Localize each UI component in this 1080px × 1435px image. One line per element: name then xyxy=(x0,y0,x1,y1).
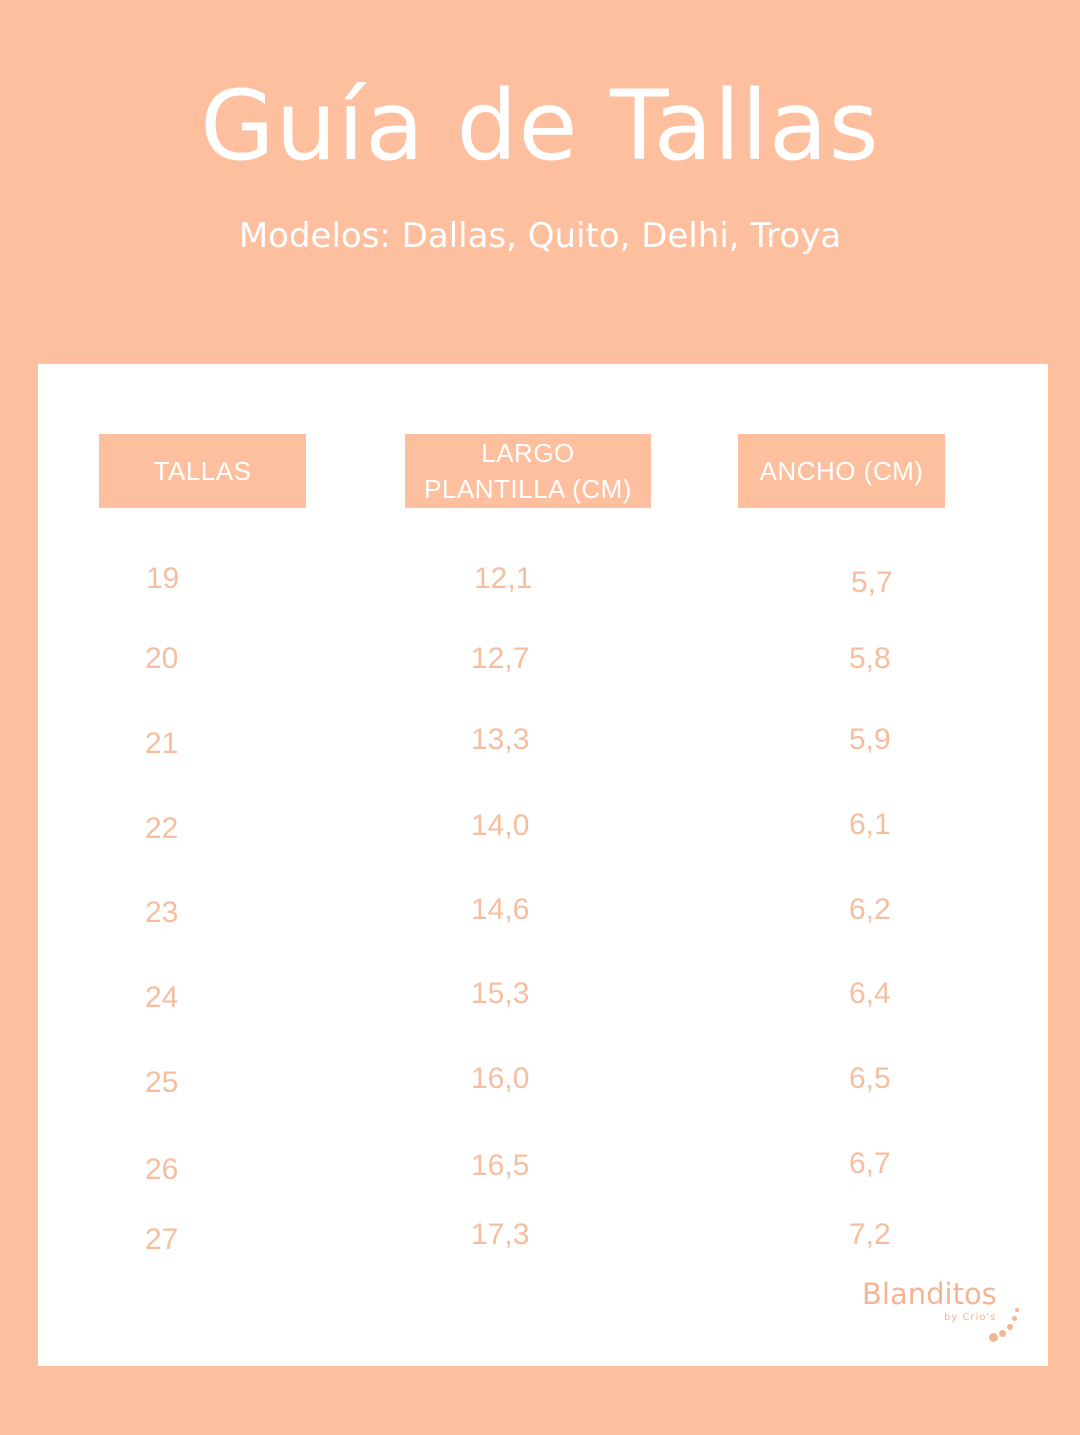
cell-talla: 26 xyxy=(145,1153,179,1186)
column-header-ancho: ANCHO (CM) xyxy=(738,434,945,508)
column-header-largo-line1: LARGO xyxy=(481,438,575,468)
cell-largo: 16,5 xyxy=(471,1149,530,1182)
cell-talla: 23 xyxy=(145,896,179,929)
cell-talla: 24 xyxy=(145,981,179,1014)
cell-ancho: 6,7 xyxy=(849,1147,891,1180)
cell-talla: 19 xyxy=(146,562,180,595)
column-header-tallas: TALLAS xyxy=(99,434,306,508)
cell-largo: 13,3 xyxy=(471,723,530,756)
cell-ancho: 5,8 xyxy=(849,642,891,675)
cell-ancho: 6,5 xyxy=(849,1062,891,1095)
cell-talla: 21 xyxy=(145,727,179,760)
cell-talla: 25 xyxy=(145,1066,179,1099)
cell-ancho: 5,9 xyxy=(849,723,891,756)
cell-largo: 12,7 xyxy=(471,642,530,675)
cell-largo: 14,0 xyxy=(471,809,530,842)
cell-ancho: 5,7 xyxy=(851,566,893,599)
brand-tagline: by Crio's xyxy=(944,1312,997,1323)
cell-ancho: 6,4 xyxy=(849,977,891,1010)
cell-talla: 22 xyxy=(145,812,179,845)
cell-talla: 20 xyxy=(145,642,179,675)
column-header-largo xyxy=(405,434,651,508)
cell-talla: 27 xyxy=(145,1223,179,1256)
size-table-card xyxy=(38,364,1048,1366)
page-title: Guía de Tallas xyxy=(200,70,880,182)
cell-largo: 12,1 xyxy=(474,562,533,595)
cell-largo: 16,0 xyxy=(471,1062,530,1095)
cell-ancho: 7,2 xyxy=(849,1218,891,1251)
cell-largo: 15,3 xyxy=(471,977,530,1010)
cell-ancho: 6,2 xyxy=(849,893,891,926)
cell-largo: 17,3 xyxy=(471,1218,530,1251)
column-header-largo-line2: PLANTILLA (CM) xyxy=(424,474,632,504)
models-subtitle: Modelos: Dallas, Quito, Delhi, Troya xyxy=(238,216,842,256)
cell-ancho: 6,1 xyxy=(849,808,891,841)
brand-logo-text: Blanditos xyxy=(862,1277,997,1311)
cell-largo: 14,6 xyxy=(471,893,530,926)
